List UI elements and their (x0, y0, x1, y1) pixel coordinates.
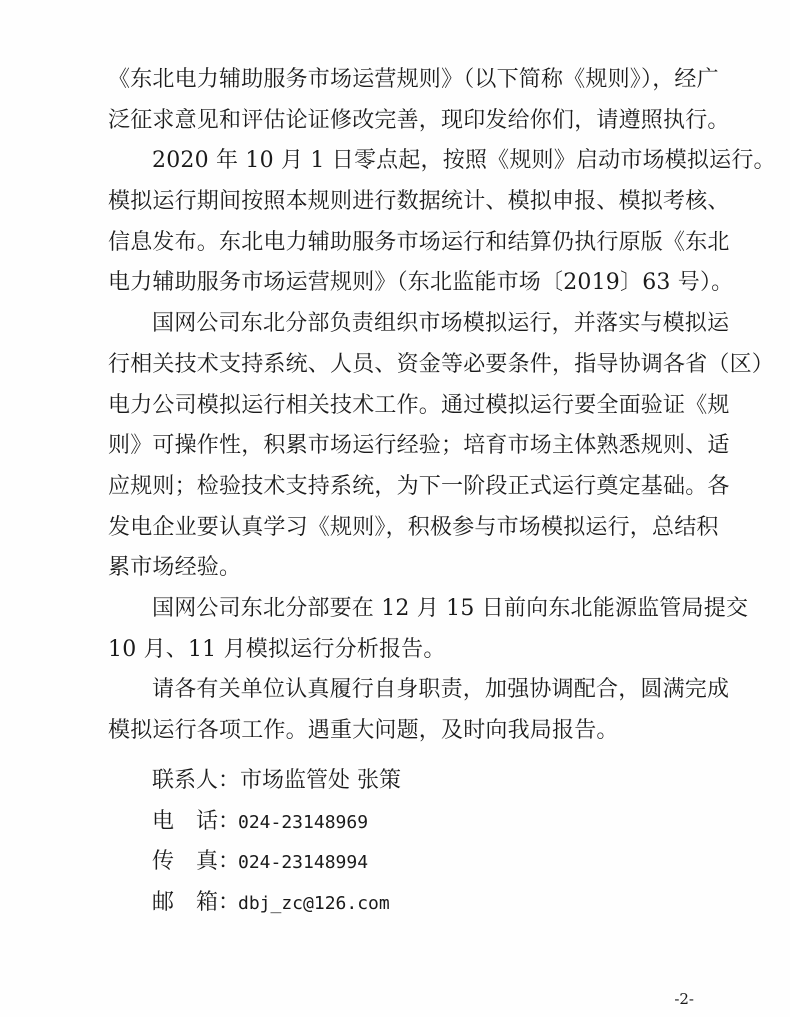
text-line: 电力辅助服务市场运营规则》（东北监能市场〔2019〕63 号）。 (108, 270, 734, 296)
contact-person-row (152, 761, 401, 802)
text-line: 请各有关单位认真履行自身职责，加强协调配合，圆满完成 (152, 677, 730, 703)
text-line: 模拟运行期间按照本规则进行数据统计、模拟申报、模拟考核、 (108, 189, 730, 215)
text-line: 电力公司模拟运行相关技术工作。通过模拟运行要全面验证《规 (108, 392, 730, 418)
contact-person-label: 联系人： (152, 768, 241, 793)
contact-block (152, 761, 401, 924)
text-line: 行相关技术支持系统、人员、资金等必要条件，指导协调各省（区） (108, 351, 775, 377)
text-line: 国网公司东北分部负责组织市场模拟运行，并落实与模拟运 (152, 311, 730, 337)
page-number: -2- (674, 990, 694, 1008)
fax-label: 传 真： (152, 849, 241, 875)
email-label: 邮 箱： (152, 890, 241, 916)
text-line: 《东北电力辅助服务市场运营规则》（以下简称《规则》），经广 (108, 67, 719, 92)
text-line: 泛征求意见和评估论证修改完善，现印发给你们，请遵照执行。 (108, 107, 730, 133)
phone-label: 电 话： (152, 808, 241, 834)
email-value: dbj_zc@126.com (238, 893, 390, 915)
email-row (152, 883, 401, 924)
text-line: 应规则；检验技术支持系统，为下一阶段正式运行奠定基础。各 (108, 473, 730, 499)
text-line: 则》可操作性，积累市场运行经验；培育市场主体熟悉规则、适 (108, 433, 730, 459)
phone-row (152, 802, 401, 843)
text-line: 2020 年 10 月 1 日零点起，按照《规则》启动市场模拟运行。 (152, 148, 776, 174)
fax-value: 024-23148994 (238, 852, 369, 874)
text-line: 发电企业要认真学习《规则》，积极参与市场模拟运行，总结积 (108, 514, 719, 540)
text-line: 10 月、11 月模拟运行分析报告。 (108, 636, 446, 662)
document-body (108, 60, 776, 752)
text-line: 国网公司东北分部要在 12 月 15 日前向东北能源监管局提交 (152, 595, 749, 621)
text-line: 模拟运行各项工作。遇重大问题，及时向我局报告。 (108, 718, 619, 743)
text-line: 信息发布。东北电力辅助服务市场运行和结算仍执行原版《东北 (108, 229, 730, 255)
fax-row (152, 842, 401, 883)
phone-value: 024-23148969 (238, 811, 369, 833)
contact-person-value: 市场监管处 张策 (240, 768, 402, 793)
text-line: 累市场经验。 (108, 555, 242, 581)
